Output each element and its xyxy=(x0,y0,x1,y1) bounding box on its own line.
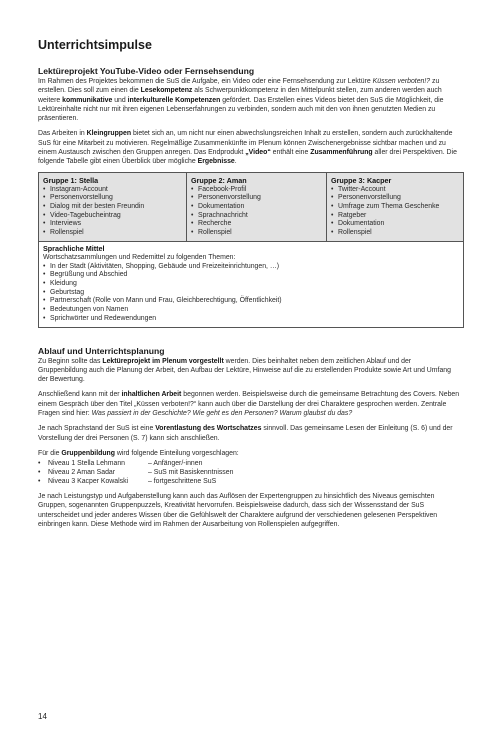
list-item: • Rollenspiel xyxy=(191,229,322,238)
paragraph-gruppenbildung: Für die Gruppenbildung wird folgende Einteilung vorgeschlagen: xyxy=(38,449,239,457)
paragraph-leistungstyp: Je nach Leistungstyp und Aufgabenstellung kann auch das Auflösen der Expertengruppen zu hinsichtlich des Niveaus gemischten Gruppen, sogenannten Gruppenpuzzels, Kreativität hervorrufen. Beispielsweise dadurch, dass sich der Wissensstand der SuS unterscheidet und jeder anderes Wissen über die Gefühlswelt der Charaktere aufgrund der verschiedenen gelesenen Perspektiven einbringen kann. Diese Methode wird im Rahmen der Ausarbeitung von Rollenspielen aufgegriffen. xyxy=(38,493,438,529)
list-item: • Geburtstag xyxy=(43,289,459,298)
list-item: • Sprachnachricht xyxy=(191,212,322,221)
list-item: • Personenvorstellung xyxy=(331,194,459,203)
list-item: • Facebook-Profil xyxy=(191,186,322,195)
group-2-cell xyxy=(187,173,327,241)
sprachliche-mittel-cell xyxy=(39,242,463,327)
paragraph-intro: Im Rahmen des Projektes bekommen die SuS die Aufgabe, ein Video oder eine Fernsehsendung zur Lektüre Küssen verboten!? zu erstellen. Dies soll zum einen die Lesekompetenz als Schwerpunktkompetenz in den Mittelpunkt stellen, zum anderen werden auch weitere kommunikative und interkulturelle Kompetenzen gefördert. Das Erstellen eines Videos bietet den SuS die Möglichkeit, die Lektüreinhalte nicht nur mit ihren eigenen Lebenserfahrungen zu verbinden, sondern auch mit den von ihnen genutzten Medien zu präsentieren. xyxy=(38,78,444,123)
list-item: • Ratgeber xyxy=(331,212,459,221)
list-item: • Kleidung xyxy=(43,280,459,289)
list-item: • Instagram-Account xyxy=(43,186,182,195)
list-item: • Umfrage zum Thema Geschenke xyxy=(331,203,459,212)
group-1-cell xyxy=(39,173,187,241)
level-list xyxy=(38,459,462,486)
list-item: • Twitter-Account xyxy=(331,186,459,195)
document-page xyxy=(38,38,462,529)
list-item: • Niveau 1 Stella Lehmann – Anfänger/-innen xyxy=(38,459,462,468)
section-title-lektuereprojekt: Lektüreprojekt YouTube-Video oder Fernsehsendung xyxy=(38,66,255,76)
sprachliche-mittel-title: Sprachliche Mittel xyxy=(43,243,105,253)
paragraph-vorentlastung: Je nach Sprachstand der SuS ist eine Vorentlastung des Wortschatzes sinnvoll. Das gemeinsame Lesen der Einleitung (S. 6) und der Vorstellung der drei Personen (S. 7) kann sich anschließen. xyxy=(38,425,453,442)
list-item: • Niveau 3 Kacper Kowalski – fortgeschrittene SuS xyxy=(38,477,462,486)
sprachliche-mittel-intro: Wortschatzsammlungen und Redemittel zu folgenden Themen: xyxy=(43,253,236,261)
group-2-title: Gruppe 2: Aman xyxy=(191,175,247,185)
list-item: • Recherche xyxy=(191,220,322,229)
results-table xyxy=(38,172,464,328)
list-item: • Partnerschaft (Rolle von Mann und Frau, Gleichberechtigung, Öffentlichkeit) xyxy=(43,297,459,306)
list-item: • Dokumentation xyxy=(331,220,459,229)
list-item: • Sprichwörter und Redewendungen xyxy=(43,315,459,324)
list-item: • Video-Tagebucheintrag xyxy=(43,212,182,221)
group-3-title: Gruppe 3: Kacper xyxy=(331,175,392,185)
list-item: • Personenvorstellung xyxy=(191,194,322,203)
list-item: • Dialog mit der besten Freundin xyxy=(43,203,182,212)
list-item: • In der Stadt (Aktivitäten, Shopping, Gebäude und Freizeiteinrichtungen, …) xyxy=(43,263,459,272)
paragraph-plenum: Zu Beginn sollte das Lektüreprojekt im Plenum vorgestellt werden. Dies beinhaltet neben dem zeitlichen Ablauf und der Gruppenbildung auch die Planung der Arbeit, den Aufbau der Lektüre, Hinweise auf die zu erstellenden Produkte sowie Art und Umfang der Bewertung. xyxy=(38,357,451,384)
list-item: • Personenvorstellung xyxy=(43,194,182,203)
list-item: • Niveau 2 Aman Sadar – SuS mit Basiskenntnissen xyxy=(38,468,462,477)
list-item: • Begrüßung und Abschied xyxy=(43,271,459,280)
page-heading: Unterrichtsimpulse xyxy=(38,38,152,52)
page-number: 14 xyxy=(38,712,47,721)
list-item: • Rollenspiel xyxy=(331,229,459,238)
list-item: • Interviews xyxy=(43,220,182,229)
paragraph-inhaltliche-arbeit: Anschließend kann mit der inhaltlichen Arbeit begonnen werden. Beispielsweise durch die gemeinsame Betrachtung des Covers. Neben einem Gespräch über den Titel „Küssen verboten!?“ kann auch über die Darstellung der drei Charaktere gesprochen werden. Zentrale Fragen sind hier: Was passiert in der Geschichte? Wie geht es den Personen? Warum glaubst du das? xyxy=(38,391,460,417)
list-item: • Dokumentation xyxy=(191,203,322,212)
list-item: • Bedeutungen von Namen xyxy=(43,306,459,315)
group-3-cell xyxy=(327,173,463,241)
group-1-title: Gruppe 1: Stella xyxy=(43,175,99,185)
paragraph-kleingruppen: Das Arbeiten in Kleingruppen bietet sich an, um nicht nur einen abwechslungsreichen Inhalt zu erstellen, sondern auch zurückhaltende SuS für eine Mitarbeit zu motivieren. Regelmäßige Zusammenkünfte im Plenum können Zwischenergebnisse sichtbar machen und zu einem Austausch zwischen den Gruppen anregen. Das Endprodukt „Video“ enthält eine Zusammenführung aller drei Perspektiven. Die folgende Tabelle gibt einen Überblick über mögliche Ergebnisse. xyxy=(38,130,457,166)
groups-row xyxy=(39,173,463,242)
list-item: • Rollenspiel xyxy=(43,229,182,238)
section-title-ablauf: Ablauf und Unterrichtsplanung xyxy=(38,345,165,356)
